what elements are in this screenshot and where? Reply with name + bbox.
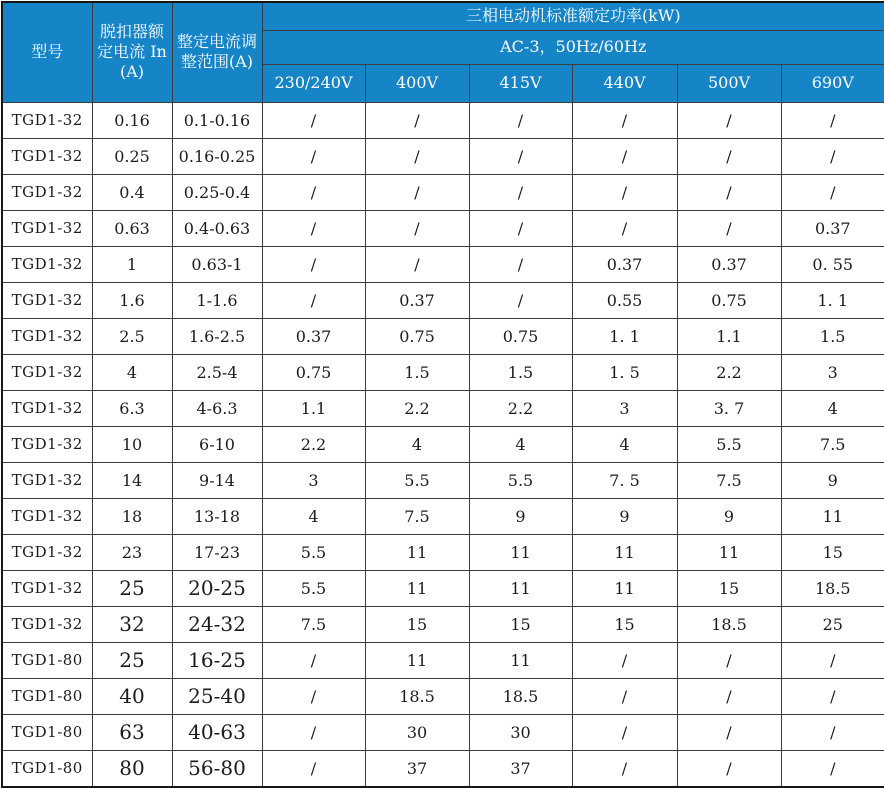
power-cell: / xyxy=(781,102,884,138)
power-cell: / xyxy=(469,102,572,138)
power-cell: / xyxy=(262,642,365,678)
power-cell: 11 xyxy=(365,534,469,570)
power-cell: 11 xyxy=(677,534,781,570)
power-cell: 30 xyxy=(469,714,572,750)
setting-range-cell: 0.16-0.25 xyxy=(172,138,262,174)
power-cell: 1.1 xyxy=(677,318,781,354)
power-cell: / xyxy=(469,210,572,246)
power-cell: 0. 55 xyxy=(781,246,884,282)
power-cell: 15 xyxy=(572,606,677,642)
power-cell: 9 xyxy=(781,462,884,498)
model-cell: TGD1-32 xyxy=(2,498,92,534)
model-cell: TGD1-80 xyxy=(2,678,92,714)
power-cell: 18.5 xyxy=(781,570,884,606)
table-row xyxy=(2,462,884,498)
power-cell: / xyxy=(572,174,677,210)
table-row xyxy=(2,390,884,426)
power-cell: 5.5 xyxy=(469,462,572,498)
power-cell: / xyxy=(677,174,781,210)
model-cell: TGD1-32 xyxy=(2,426,92,462)
table-row xyxy=(2,534,884,570)
power-cell: / xyxy=(572,210,677,246)
table-row xyxy=(2,246,884,282)
power-cell: / xyxy=(365,174,469,210)
power-cell: 15 xyxy=(781,534,884,570)
col-header-ac3: AC-3，50Hz/60Hz xyxy=(262,30,884,64)
power-cell: 18.5 xyxy=(677,606,781,642)
power-cell: 2.2 xyxy=(365,390,469,426)
power-cell: / xyxy=(365,246,469,282)
model-cell: TGD1-32 xyxy=(2,138,92,174)
setting-range-cell: 16-25 xyxy=(172,642,262,678)
power-cell: 7.5 xyxy=(677,462,781,498)
table-row xyxy=(2,282,884,318)
table-row xyxy=(2,678,884,714)
power-cell: 4 xyxy=(469,426,572,462)
model-cell: TGD1-80 xyxy=(2,642,92,678)
setting-range-cell: 1-1.6 xyxy=(172,282,262,318)
in-current-cell: 80 xyxy=(92,750,172,787)
power-cell: 11 xyxy=(469,570,572,606)
col-header-voltage-690: 690V xyxy=(781,64,884,102)
model-cell: TGD1-32 xyxy=(2,606,92,642)
col-header-setting-range: 整定电流调整范围(A) xyxy=(172,2,262,102)
power-cell: 0.55 xyxy=(572,282,677,318)
power-cell: 3 xyxy=(262,462,365,498)
power-cell: / xyxy=(262,282,365,318)
col-header-voltage-440: 440V xyxy=(572,64,677,102)
table-row xyxy=(2,498,884,534)
in-current-cell: 4 xyxy=(92,354,172,390)
power-cell: 0.37 xyxy=(781,210,884,246)
table-row xyxy=(2,606,884,642)
power-cell: 11 xyxy=(781,498,884,534)
power-cell: / xyxy=(781,174,884,210)
power-cell: 7. 5 xyxy=(572,462,677,498)
breaker-spec-table xyxy=(1,1,884,788)
power-cell: 7.5 xyxy=(365,498,469,534)
power-cell: 7.5 xyxy=(781,426,884,462)
col-header-voltage-230-240: 230/240V xyxy=(262,64,365,102)
col-header-trip-current: 脱扣器额定电流 In(A) xyxy=(92,2,172,102)
power-cell: 2.2 xyxy=(677,354,781,390)
power-cell: 37 xyxy=(469,750,572,787)
power-cell: / xyxy=(781,138,884,174)
power-cell: 2.2 xyxy=(469,390,572,426)
power-cell: / xyxy=(262,714,365,750)
power-cell: / xyxy=(262,246,365,282)
setting-range-cell: 0.4-0.63 xyxy=(172,210,262,246)
power-cell: / xyxy=(572,138,677,174)
power-cell: 11 xyxy=(469,534,572,570)
power-cell: / xyxy=(677,642,781,678)
setting-range-cell: 9-14 xyxy=(172,462,262,498)
power-cell: / xyxy=(262,102,365,138)
in-current-cell: 23 xyxy=(92,534,172,570)
power-cell: / xyxy=(469,282,572,318)
power-cell: / xyxy=(677,210,781,246)
power-cell: / xyxy=(677,102,781,138)
setting-range-cell: 40-63 xyxy=(172,714,262,750)
col-header-voltage-415: 415V xyxy=(469,64,572,102)
setting-range-cell: 6-10 xyxy=(172,426,262,462)
power-cell: 4 xyxy=(262,498,365,534)
power-cell: / xyxy=(572,714,677,750)
setting-range-cell: 24-32 xyxy=(172,606,262,642)
model-cell: TGD1-80 xyxy=(2,714,92,750)
in-current-cell: 1.6 xyxy=(92,282,172,318)
model-cell: TGD1-32 xyxy=(2,282,92,318)
table-row xyxy=(2,426,884,462)
power-cell: 5.5 xyxy=(262,534,365,570)
power-cell: / xyxy=(781,714,884,750)
power-cell: 7.5 xyxy=(262,606,365,642)
model-cell: TGD1-32 xyxy=(2,462,92,498)
power-cell: 18.5 xyxy=(469,678,572,714)
in-current-cell: 1 xyxy=(92,246,172,282)
power-cell: / xyxy=(781,678,884,714)
col-header-rated-power: 三相电动机标准额定功率(kW) xyxy=(262,2,884,30)
power-cell: 15 xyxy=(469,606,572,642)
power-cell: 1. 5 xyxy=(572,354,677,390)
model-cell: TGD1-32 xyxy=(2,570,92,606)
power-cell: 4 xyxy=(781,390,884,426)
col-header-model: 型号 xyxy=(2,2,92,102)
in-current-cell: 2.5 xyxy=(92,318,172,354)
in-current-cell: 63 xyxy=(92,714,172,750)
power-cell: 1.5 xyxy=(365,354,469,390)
power-cell: 0.75 xyxy=(262,354,365,390)
in-current-cell: 25 xyxy=(92,570,172,606)
table-body xyxy=(2,102,884,787)
in-current-cell: 25 xyxy=(92,642,172,678)
power-cell: / xyxy=(262,138,365,174)
power-cell: 0.75 xyxy=(365,318,469,354)
power-cell: 11 xyxy=(365,642,469,678)
model-cell: TGD1-32 xyxy=(2,246,92,282)
model-cell: TGD1-32 xyxy=(2,318,92,354)
power-cell: / xyxy=(469,174,572,210)
power-cell: / xyxy=(365,102,469,138)
power-cell: 0.37 xyxy=(677,246,781,282)
setting-range-cell: 2.5-4 xyxy=(172,354,262,390)
power-cell: 0.37 xyxy=(572,246,677,282)
power-cell: 3 xyxy=(781,354,884,390)
power-cell: 9 xyxy=(572,498,677,534)
power-cell: / xyxy=(262,750,365,787)
power-cell: 5.5 xyxy=(262,570,365,606)
power-cell: / xyxy=(262,678,365,714)
power-cell: / xyxy=(677,750,781,787)
setting-range-cell: 4-6.3 xyxy=(172,390,262,426)
power-cell: 5.5 xyxy=(365,462,469,498)
in-current-cell: 0.16 xyxy=(92,102,172,138)
power-cell: 1. 1 xyxy=(781,282,884,318)
col-header-voltage-500: 500V xyxy=(677,64,781,102)
power-cell: 3 xyxy=(572,390,677,426)
setting-range-cell: 25-40 xyxy=(172,678,262,714)
power-cell: 37 xyxy=(365,750,469,787)
model-cell: TGD1-80 xyxy=(2,750,92,787)
table-row xyxy=(2,570,884,606)
setting-range-cell: 20-25 xyxy=(172,570,262,606)
power-cell: / xyxy=(677,138,781,174)
setting-range-cell: 13-18 xyxy=(172,498,262,534)
power-cell: 1.5 xyxy=(469,354,572,390)
table-row xyxy=(2,174,884,210)
model-cell: TGD1-32 xyxy=(2,210,92,246)
power-cell: / xyxy=(365,210,469,246)
in-current-cell: 0.4 xyxy=(92,174,172,210)
col-header-voltage-400: 400V xyxy=(365,64,469,102)
power-cell: 15 xyxy=(677,570,781,606)
table-row xyxy=(2,102,884,138)
power-cell: 25 xyxy=(781,606,884,642)
power-cell: / xyxy=(677,714,781,750)
power-cell: 3. 7 xyxy=(677,390,781,426)
power-cell: 5.5 xyxy=(677,426,781,462)
in-current-cell: 6.3 xyxy=(92,390,172,426)
model-cell: TGD1-32 xyxy=(2,534,92,570)
table-row xyxy=(2,138,884,174)
setting-range-cell: 1.6-2.5 xyxy=(172,318,262,354)
power-cell: 0.37 xyxy=(262,318,365,354)
power-cell: 11 xyxy=(572,534,677,570)
power-cell: 1. 1 xyxy=(572,318,677,354)
power-cell: / xyxy=(572,750,677,787)
power-cell: 30 xyxy=(365,714,469,750)
power-cell: / xyxy=(572,102,677,138)
model-cell: TGD1-32 xyxy=(2,354,92,390)
setting-range-cell: 0.1-0.16 xyxy=(172,102,262,138)
model-cell: TGD1-32 xyxy=(2,390,92,426)
power-cell: / xyxy=(781,642,884,678)
in-current-cell: 18 xyxy=(92,498,172,534)
setting-range-cell: 0.63-1 xyxy=(172,246,262,282)
table-row xyxy=(2,642,884,678)
power-cell: 2.2 xyxy=(262,426,365,462)
table-row xyxy=(2,354,884,390)
power-cell: 4 xyxy=(572,426,677,462)
power-cell: / xyxy=(572,642,677,678)
power-cell: 4 xyxy=(365,426,469,462)
table-row xyxy=(2,714,884,750)
power-cell: / xyxy=(262,210,365,246)
power-cell: 11 xyxy=(572,570,677,606)
power-cell: 1.1 xyxy=(262,390,365,426)
setting-range-cell: 17-23 xyxy=(172,534,262,570)
in-current-cell: 0.25 xyxy=(92,138,172,174)
table-row xyxy=(2,318,884,354)
power-cell: / xyxy=(262,174,365,210)
power-cell: / xyxy=(365,138,469,174)
in-current-cell: 32 xyxy=(92,606,172,642)
power-cell: / xyxy=(781,750,884,787)
in-current-cell: 40 xyxy=(92,678,172,714)
power-cell: / xyxy=(677,678,781,714)
power-cell: 0.37 xyxy=(365,282,469,318)
power-cell: 11 xyxy=(365,570,469,606)
power-cell: 0.75 xyxy=(469,318,572,354)
power-cell: 9 xyxy=(469,498,572,534)
in-current-cell: 0.63 xyxy=(92,210,172,246)
power-cell: / xyxy=(572,678,677,714)
table-row xyxy=(2,210,884,246)
power-cell: 0.75 xyxy=(677,282,781,318)
setting-range-cell: 0.25-0.4 xyxy=(172,174,262,210)
power-cell: 1.5 xyxy=(781,318,884,354)
model-cell: TGD1-32 xyxy=(2,102,92,138)
power-cell: 18.5 xyxy=(365,678,469,714)
power-cell: / xyxy=(469,138,572,174)
setting-range-cell: 56-80 xyxy=(172,750,262,787)
model-cell: TGD1-32 xyxy=(2,174,92,210)
table-header xyxy=(2,2,884,102)
in-current-cell: 10 xyxy=(92,426,172,462)
power-cell: 9 xyxy=(677,498,781,534)
table-row xyxy=(2,750,884,787)
power-cell: 15 xyxy=(365,606,469,642)
in-current-cell: 14 xyxy=(92,462,172,498)
power-cell: 11 xyxy=(469,642,572,678)
power-cell: / xyxy=(469,246,572,282)
